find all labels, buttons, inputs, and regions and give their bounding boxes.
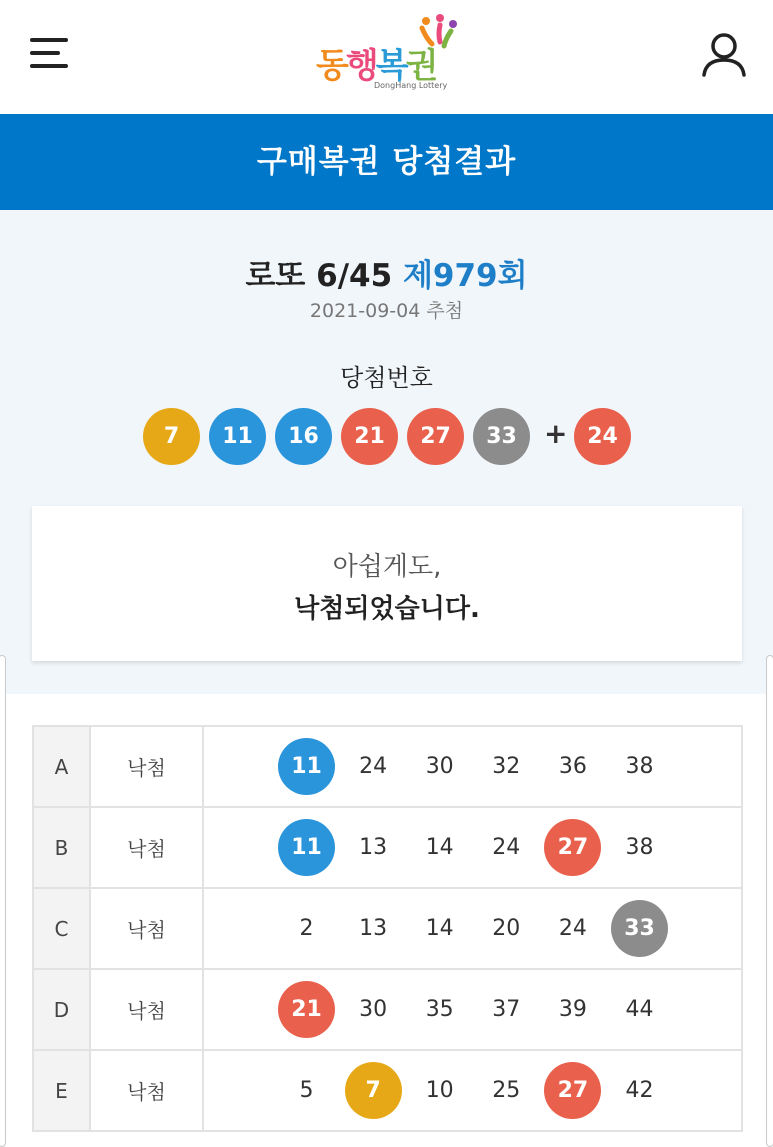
ticket-number: 44 [625,997,654,1022]
winning-ball: 7 [143,408,200,465]
game-result: 낙첨 [90,969,203,1050]
ticket-results-table [32,725,743,1132]
matched-number-ball: 11 [278,819,335,876]
game-result: 낙첨 [90,1050,203,1131]
ticket-number: 5 [299,1078,314,1103]
matched-number-ball: 11 [278,738,335,795]
game-name: 로또 6/45 [245,258,393,294]
winning-numbers-label: 당첨번호 [340,364,433,392]
matched-number-ball: 7 [345,1062,402,1119]
ticket-number: 20 [492,916,521,941]
ticket-number: 32 [492,754,521,779]
game-numbers [203,969,742,1050]
draw-round: 제979회 [402,258,528,294]
ticket-number: 30 [425,754,454,779]
ticket-number: 10 [425,1078,454,1103]
game-result: 낙첨 [90,888,203,969]
game-numbers [203,888,742,969]
hamburger-menu-icon[interactable] [30,36,70,72]
app-header [0,0,773,114]
ticket-number: 24 [359,754,388,779]
ticket-number: 24 [558,916,587,941]
winning-ball: 27 [407,408,464,465]
game-label: A [33,726,90,807]
ticket-number: 35 [425,997,454,1022]
game-numbers [203,726,742,807]
winning-ball: 33 [473,408,530,465]
game-result: 낙첨 [90,726,203,807]
result-message-card [32,506,742,661]
ticket-row [33,726,742,807]
donghang-lottery-logo[interactable] [316,16,461,94]
ticket-row [33,807,742,888]
game-label: D [33,969,90,1050]
ticket-row [33,888,742,969]
ticket-row [33,1050,742,1131]
draw-date: 2021-09-04 추첨 [309,300,464,322]
ticket-number: 2 [299,916,314,941]
draw-result-section [0,210,773,694]
result-message-line1: 아쉽게도, [332,552,442,582]
ticket-number: 14 [425,835,454,860]
ticket-number: 37 [492,997,521,1022]
ticket-number: 39 [558,997,587,1022]
game-numbers [203,1050,742,1131]
ticket-number: 25 [492,1078,521,1103]
winning-ball: 21 [341,408,398,465]
matched-number-ball: 33 [611,900,668,957]
ticket-number: 30 [359,997,388,1022]
logo-subtitle: DongHang Lottery [374,81,448,90]
page-title: 구매복권 당첨결과 [0,114,773,210]
game-label: C [33,888,90,969]
result-message-line2: 낙첨되었습니다. [294,594,480,624]
ticket-row [33,969,742,1050]
bonus-ball: 24 [574,408,631,465]
right-scroll-edge [766,655,773,1147]
user-icon[interactable] [700,32,748,78]
ticket-number: 38 [625,835,654,860]
bonus-plus-sign: + [544,417,568,450]
winning-numbers [143,408,643,464]
matched-number-ball: 27 [544,1062,601,1119]
logo-text: 동행복권 [316,46,436,86]
game-label: B [33,807,90,888]
winning-ball: 16 [275,408,332,465]
ticket-number: 13 [359,916,388,941]
ticket-number: 36 [558,754,587,779]
ticket-number: 14 [425,916,454,941]
ticket-number: 38 [625,754,654,779]
game-label: E [33,1050,90,1131]
game-numbers [203,807,742,888]
game-result: 낙첨 [90,807,203,888]
ticket-number: 13 [359,835,388,860]
matched-number-ball: 21 [278,981,335,1038]
left-scroll-edge [0,655,6,1147]
ticket-number: 42 [625,1078,654,1103]
matched-number-ball: 27 [544,819,601,876]
ticket-number: 24 [492,835,521,860]
draw-title [0,250,773,295]
winning-ball: 11 [209,408,266,465]
